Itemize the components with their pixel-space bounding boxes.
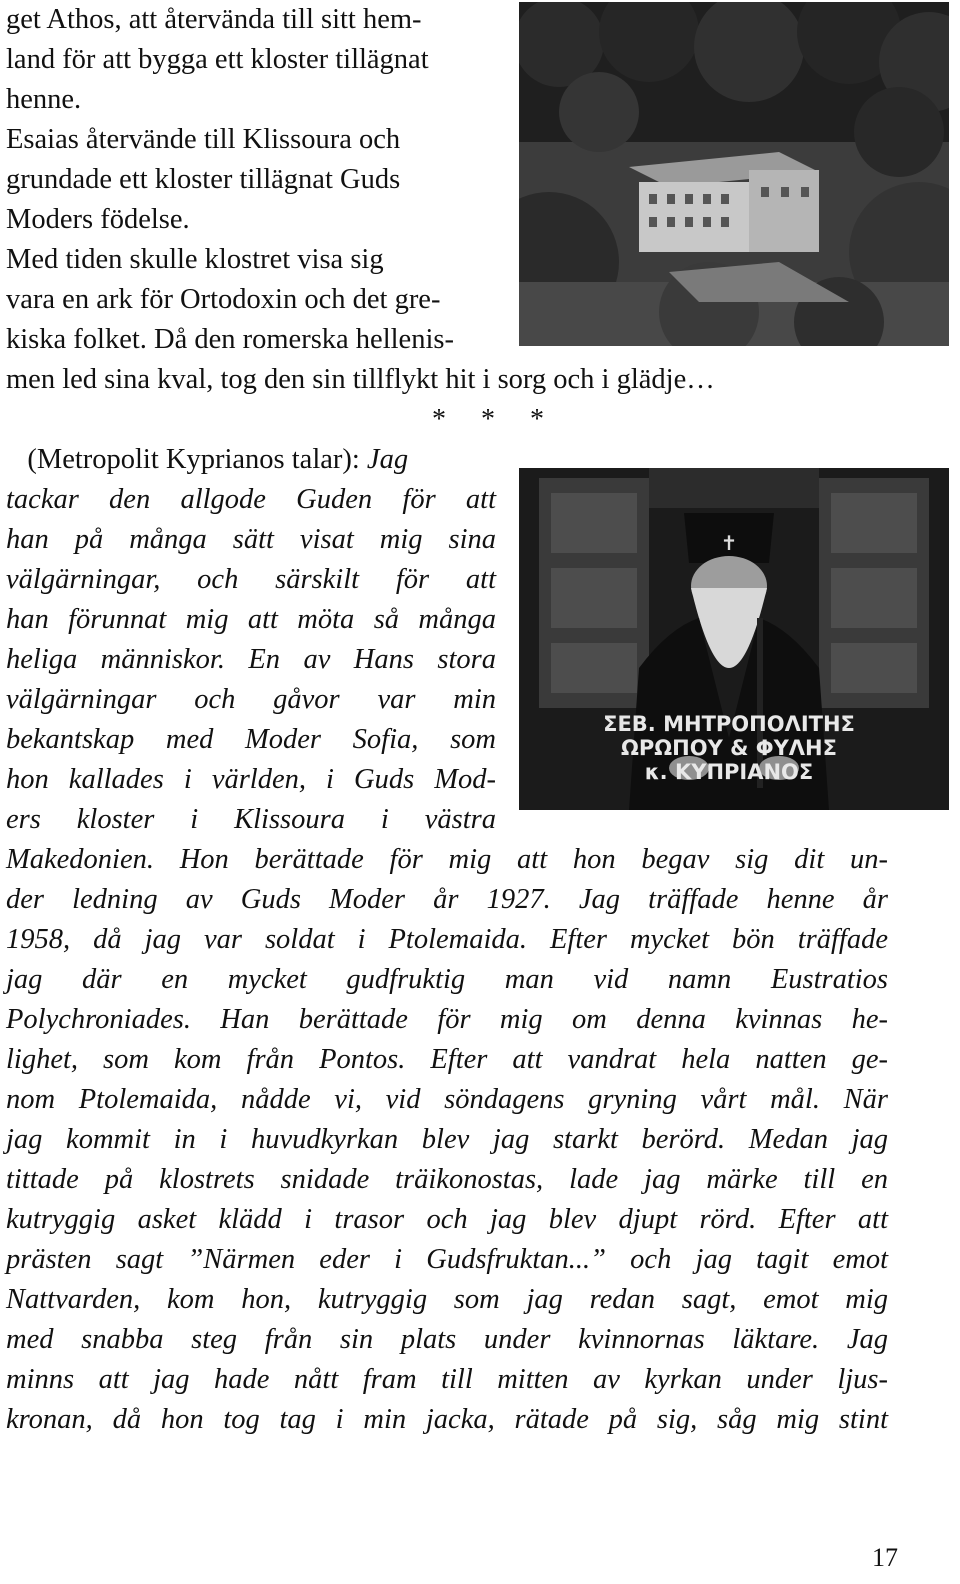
speech-line: Jag [366,444,409,475]
speech-line: tackar den allgode Guden för att [6,484,496,515]
text-line: grundade ett kloster tillägnat Guds [6,164,401,195]
speech-line: kutryggig asket klädd i trasor och jag blev djupt rörd. Efter att [6,1204,888,1235]
speech-line: Makedonien. Hon berättade för mig att hon begav sig dit un- [6,844,888,875]
speech-line: bekantskap med Moder Sofia, som [6,724,496,755]
speech-line: prästen sagt ”Närmen eder i Gudsfruktan...” och jag tagit emot [6,1244,888,1275]
caption-line-2: ΩΡΩΠΟΥ & ΦΥΛΗΣ [621,736,837,760]
speech-line: minns att jag hade nått fram till mitten av kyrkan under ljus- [6,1364,888,1395]
speech-intro: (Metropolit Kyprianos talar): [6,444,367,475]
speech-line: Nattvarden, kom hon, kutryggig som jag redan sagt, emot mig [6,1284,888,1315]
monastery-photo [519,2,949,346]
text-line: kiska folket. Då den romerska hellenis- [6,324,454,355]
speech-line: tittade på klostrets snidade träikonostas, lade jag märke till en [6,1164,888,1195]
caption-line-1: ΣΕΒ. ΜΗΤΡΟΠΟΛΙΤΗΣ [603,712,855,736]
text-line: Esaias återvände till Klissoura och [6,124,401,155]
text-line: Moders födelse. [6,204,190,235]
text-line: henne. [6,84,82,115]
svg-text:✝: ✝ [720,531,738,555]
text-line: men led sina kval, tog den sin tillflykt hit i sorg och i glädje… [6,364,715,395]
speech-line: han förunnat mig att möta så många [6,604,496,635]
speech-line: kronan, då hon tog tag i min jacka, rätade på sig, såg mig stint [6,1404,888,1435]
text-line: Med tiden skulle klostret visa sig [6,244,384,275]
text-line: get Athos, att återvända till sitt hem- [6,4,422,35]
speech-line: han på många sätt visat mig sina [6,524,496,555]
metropolitan-photo [519,468,949,810]
speech-line: nom Ptolemaida, nådde vi, vid söndagens gryning vårt mål. När [6,1084,888,1115]
speech-line: heliga människor. En av Hans stora [6,644,496,675]
speech-line: välgärningar, och särskilt för att [6,564,496,595]
speech-line: 1958, då jag var soldat i Ptolemaida. Efter mycket bön träffade [6,924,888,955]
speech-line: med snabba steg från sin plats under kvinnornas läktare. Jag [6,1324,888,1355]
text-line: land för att bygga ett kloster tillägnat [6,44,429,75]
page-number: 17 [872,1543,898,1572]
section-break: * * * [432,404,558,435]
speech-line: välgärningar och gåvor var min [6,684,496,715]
text-line: vara en ark för Ortodoxin och det gre- [6,284,441,315]
speech-first-line [6,440,408,480]
speech-line: der ledning av Guds Moder år 1927. Jag träffade henne år [6,884,888,915]
speech-line: ers kloster i Klissoura i västra [6,804,496,835]
speech-line: jag där en mycket gudfruktig man vid namn Eustratios [6,964,888,995]
speech-line: lighet, som kom från Pontos. Efter att vandrat hela natten ge- [6,1044,888,1075]
speech-line: jag kommit in i huvudkyrkan blev jag starkt berörd. Medan jag [6,1124,888,1155]
caption-line-3: κ. ΚΥΠΡΙΑΝΟΣ [644,760,814,784]
speech-line: Polychroniades. Han berättade för mig om denna kvinnas he- [6,1004,888,1035]
speech-line: hon kallades i världen, i Guds Mod- [6,764,496,795]
